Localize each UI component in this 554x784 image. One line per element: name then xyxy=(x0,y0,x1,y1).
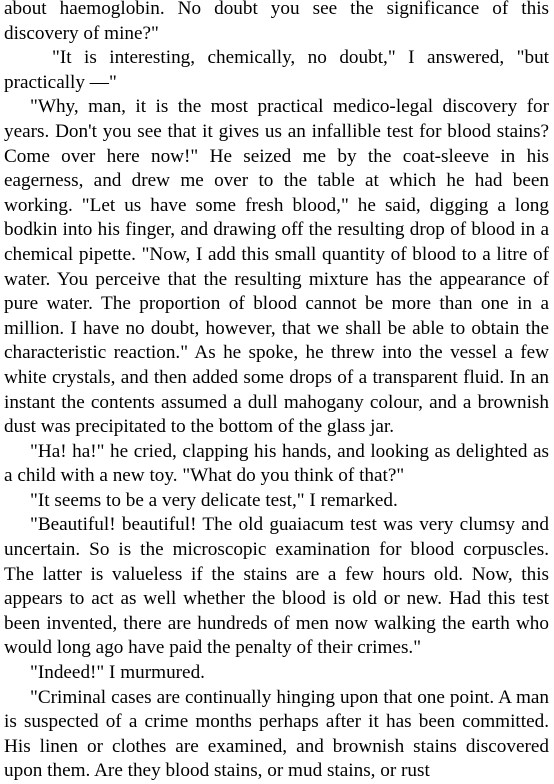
paragraph-delicate-test: "It seems to be a very delicate test," I remarked. xyxy=(30,489,398,511)
paragraph-interesting-chemically: "It is interesting, chemically, no doubt," I answered, "but practically —" xyxy=(4,47,549,93)
paragraph-criminal-cases: "Criminal cases are continually hinging upon that one point. A man is suspected of a crime months perhaps after it has been committed. His linen or clothes are examined, and brownish stains discovered upon them. Are they blood stains, or mud stains, or rust xyxy=(4,686,549,782)
paragraph-blood-test-demonstration: "Why, man, it is the most practical medico-legal discovery for years. Don't you see that it gives us an infallible test for blood stains? Come over here now!" He seized me by the coat-sleeve in his eagerness, and drew me over to the table at which he had been working. "Let us have some fresh blood," he said, digging a long bodkin into his finger, and drawing off the resulting drop of blood in a chemical pipette. "Now, I add this small quantity of blood to a litre of water. You perceive that the resulting mixture has the appearance of pure water. The proportion of blood cannot be more than one in a million. I have no doubt, however, that we shall be able to obtain the characteristic reaction." As he spoke, he threw into the vessel a few white crystals, and then added some drops of a transparent fluid. In an instant the contents assumed a dull mahogany colour, and a brownish dust was precipitated to the bottom of the glass jar. xyxy=(4,96,549,438)
paragraph-beautiful: "Beautiful! beautiful! The old guaiacum test was very clumsy and uncertain. So is the microscopic examination for blood corpuscles. The latter is valueless if the stains are a few hours old. Now, this appears to act as well whether the blood is old or new. Had this test been invented, there are hundreds of men now walking the earth who would long ago have paid the penalty of their crimes." xyxy=(4,514,549,659)
paragraph-indeed: "Indeed!" I murmured. xyxy=(30,662,205,684)
paragraph-ha-ha: "Ha! ha!" he cried, clapping his hands, and looking as delighted as a child with a new toy. "What do you think of that?" xyxy=(4,440,549,487)
paragraph-haemoglobin-continuation: about haemoglobin. No doubt you see the significance of this discovery of mine?" xyxy=(4,0,549,44)
book-page xyxy=(4,0,549,784)
